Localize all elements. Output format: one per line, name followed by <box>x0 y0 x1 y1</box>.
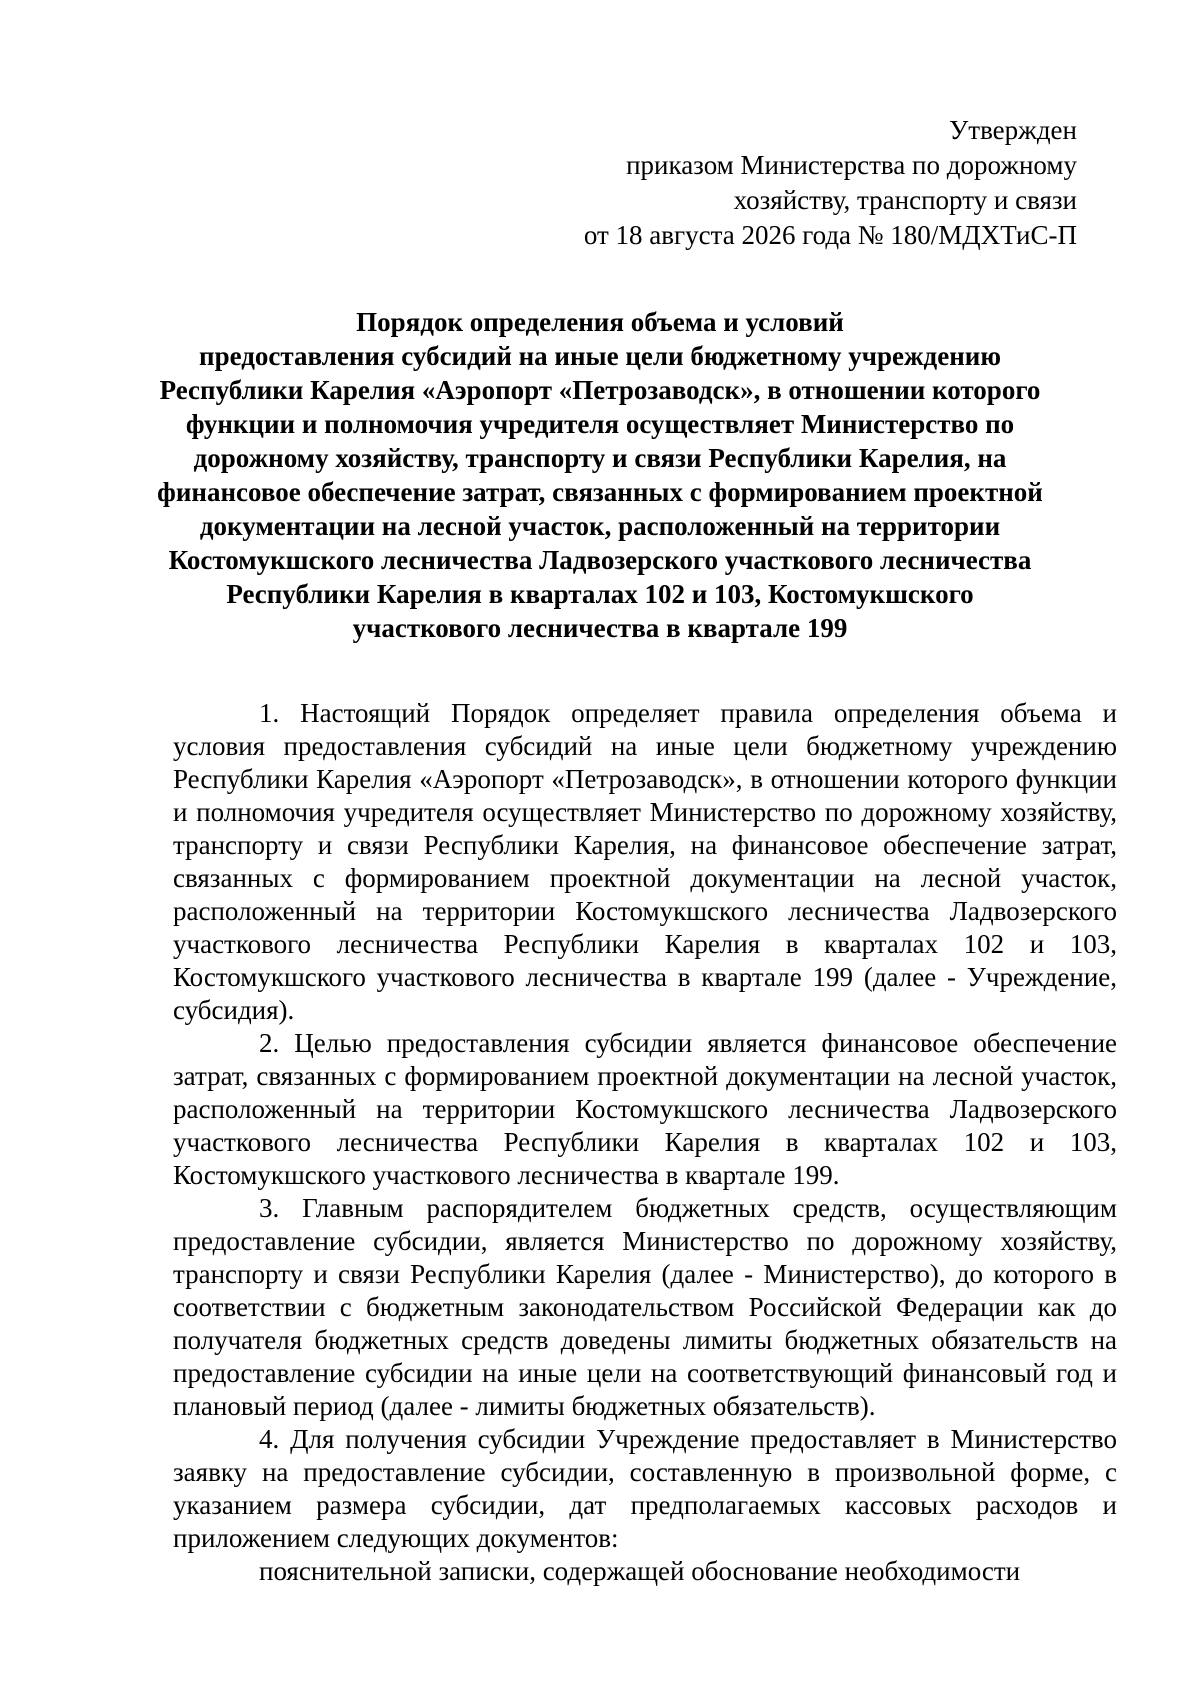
title-line: Костомукшского лесничества Ладвозерского участкового лесничества <box>168 545 1032 575</box>
approval-line: Утвержден <box>949 115 1077 145</box>
document-title <box>140 305 1060 645</box>
title-line: Порядок определения объема и условий <box>356 307 844 337</box>
title-line: дорожному хозяйству, транспорту и связи Республики Карелия, на <box>193 443 1007 473</box>
paragraph-3: 3. Главным распорядителем бюджетных средств, осуществляющим предоставление субсидии, является Министерство по дорожному хозяйству, транспорту и связи Республики Карелия (далее - Министерство), до которого в соответствии с бюджетным законодательством Российской Федерации как до получателя бюджетных средств доведены лимиты бюджетных обязательств на предоставление субсидии на иные цели на соответствующий финансовый год и плановый период (далее - лимиты бюджетных обязательств). <box>173 1193 1117 1421</box>
paragraph-4: 4. Для получения субсидии Учреждение предоставляет в Министерство заявку на предоставление субсидии, составленную в произвольной форме, с указанием размера субсидии, дат предполагаемых кассовых расходов и приложением следующих документов: <box>173 1424 1117 1553</box>
title-line: Республики Карелия «Аэропорт «Петрозаводск», в отношении которого <box>159 375 1041 405</box>
document-body <box>173 697 1117 1588</box>
approval-line: хозяйству, транспорту и связи <box>733 185 1077 215</box>
title-line: Республики Карелия в кварталах 102 и 103, Костомукшского <box>226 579 974 609</box>
title-line: участкового лесничества в квартале 199 <box>352 613 848 643</box>
title-line: функции и полномочия учредителя осуществляет Министерство по <box>185 409 1015 439</box>
title-line: предоставления субсидий на иные цели бюджетному учреждению <box>199 341 1001 371</box>
paragraph-1: 1. Настоящий Порядок определяет правила определения объема и условия предоставления субсидий на иные цели бюджетному учреждению Республики Карелия «Аэропорт «Петрозаводск», в отношении которого функции и полномочия учредителя осуществляет Министерство по дорожному хозяйству, транспорту и связи Республики Карелия, на финансовое обеспечение затрат, связанных с формированием проектной документации на лесной участок, расположенный на территории Костомукшского лесничества Ладвозерского участкового лесничества Республики Карелия в кварталах 102 и 103, Костомукшского участкового лесничества в квартале 199 (далее - Учреждение, субсидия). <box>173 698 1117 1025</box>
approval-line: от 18 августа 2026 года № 180/МДХТиС-П <box>583 220 1077 250</box>
approval-line: приказом Министерства по дорожному <box>626 150 1077 180</box>
approval-stamp <box>584 113 1077 253</box>
title-line: документации на лесной участок, расположенный на территории <box>199 511 1001 541</box>
paragraph-4-list-item: пояснительной записки, содержащей обоснование необходимости <box>259 1556 1021 1586</box>
title-line: финансовое обеспечение затрат, связанных с формированием проектной <box>157 477 1043 507</box>
paragraph-2: 2. Целью предоставления субсидии является финансовое обеспечение затрат, связанных с формированием проектной документации на лесной участок, расположенный на территории Костомукшского лесничества Ладвозерского участкового лесничества Республики Карелия в кварталах 102 и 103, Костомукшского участкового лесничества в квартале 199. <box>173 1028 1117 1190</box>
